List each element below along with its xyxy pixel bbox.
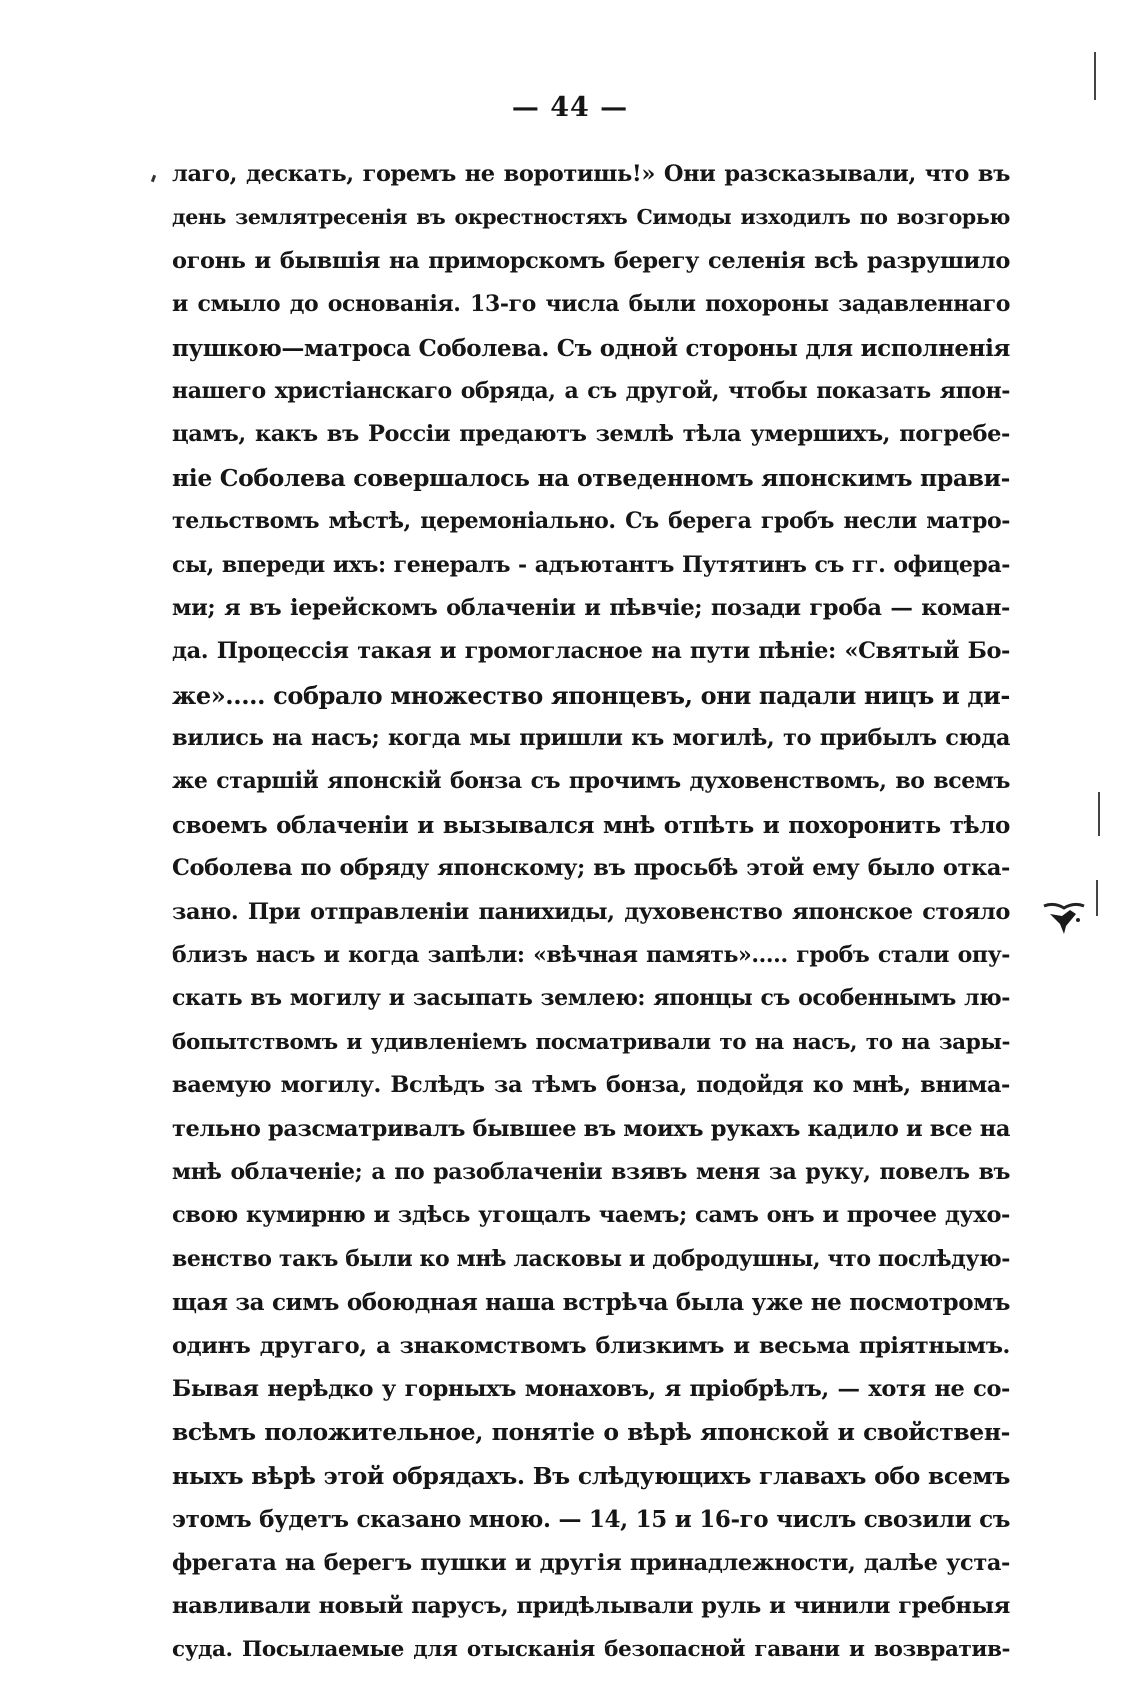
text-line: вились на насъ; когда мы пришли къ могилѣ, то прибылъ сюда — [172, 725, 1010, 752]
text-line: же»..... собрало множество японцевъ, они падали ницъ и ди- — [172, 680, 1010, 710]
text-line: лаго, дескать, горемъ не воротишь!» Они разсказывали, что въ — [172, 161, 1010, 187]
scan-edge-top — [1094, 52, 1096, 100]
text-line: мнѣ облаченіе; а по разоблаченіи взявъ меня за руку, повелъ въ — [172, 1158, 1010, 1185]
text-line: этомъ будетъ сказано мною. — 14, 15 и 16-го числъ свозили съ — [172, 1506, 1010, 1534]
text-line: своемъ облаченіи и вызывался мнѣ отпѣть и похоронить тѣло — [172, 811, 1010, 839]
text-line: щая за симъ обоюдная наша встрѣча была уже не посмотромъ — [172, 1289, 1010, 1317]
text-line: фрегата на берегъ пушки и другія принадлежности, далѣе уста- — [172, 1549, 1010, 1576]
text-line: Бывая нерѣдко у горныхъ монаховъ, я пріобрѣлъ, — хотя не со- — [172, 1375, 1010, 1402]
text-line: суда. Посылаемые для отысканія безопасной гавани и возвратив- — [172, 1637, 1010, 1663]
text-line: цамъ, какъ въ Россіи предаютъ землѣ тѣла умершихъ, погребе- — [172, 421, 1010, 448]
text-line: ми; я въ іерейскомъ облаченіи и пѣвчіе; позади гроба — коман- — [172, 594, 1010, 621]
text-line: ніе Соболева совершалось на отведенномъ японскимъ прави- — [172, 463, 1010, 492]
text-line: свою кумирню и здѣсь угощалъ чаемъ; самъ онъ и прочее духо- — [172, 1202, 1010, 1229]
body-text — [172, 153, 1010, 1672]
text-line: ныхъ вѣрѣ этой обрядахъ. Въ слѣдующихъ главахъ обо всемъ — [172, 1461, 1010, 1490]
text-line: всѣмъ положительное, понятіе о вѣрѣ японской и свойствен- — [172, 1418, 1010, 1447]
text-line: же старшій японскій бонза съ прочимъ духовенствомъ, во всемъ — [172, 768, 1010, 795]
text-line: нашего христіанскаго обряда, а съ другой, чтобы показать япон- — [172, 377, 1010, 404]
text-line: зано. При отправленіи панихиды, духовенство японское стояло — [172, 898, 1010, 925]
text-line: день землятресенія въ окрестностяхъ Симоды изходилъ по возгорью — [172, 205, 1010, 230]
text-line: сы, впереди ихъ: генералъ - адъютантъ Путятинъ съ гг. офицера- — [172, 551, 1010, 578]
text-line: пушкою—матроса Соболева. Съ одной стороны для исполненія — [172, 334, 1010, 362]
text-line: да. Процессія такая и громогласное на пути пѣніе: «Святый Бо- — [172, 638, 1010, 665]
scan-edge-lower — [1096, 880, 1098, 916]
text-line: навливали новый парусъ, придѣлывали руль и чинили гребныя — [172, 1592, 1010, 1619]
text-line: и смыло до основанія. 13-го числа были похороны задавленнаго — [172, 291, 1010, 318]
margin-ink-mark-icon — [1040, 898, 1088, 938]
ink-speck — [151, 175, 156, 183]
text-line: бопытствомъ и удивленіемъ посматривали то на насъ, то на зары- — [172, 1029, 1010, 1055]
text-line: тельствомъ мѣстѣ, церемоніально. Съ берега гробъ несли матро- — [172, 508, 1010, 535]
text-line: тельно разсматривалъ бывшее въ моихъ рукахъ кадило и все на — [172, 1115, 1010, 1142]
text-line: близъ насъ и когда запѣли: «вѣчная память»..... гробъ стали опу- — [172, 942, 1010, 969]
text-line: Соболева по обряду японскому; въ просьбѣ этой ему было отка- — [172, 855, 1010, 882]
scan-edge-middle — [1098, 792, 1100, 836]
text-line: скать въ могилу и засыпать землею: японцы съ особеннымъ лю- — [172, 985, 1010, 1012]
page-number: — 44 — — [511, 92, 629, 123]
text-line: огонь и бывшія на приморскомъ берегу селенія всѣ разрушило — [172, 247, 1010, 274]
text-line: венство такъ были ко мнѣ ласковы и добродушны, что послѣдую- — [172, 1245, 1010, 1272]
text-line: ваемую могилу. Вслѣдъ за тѣмъ бонза, подойдя ко мнѣ, внима- — [172, 1072, 1010, 1099]
text-line: одинъ другаго, а знакомствомъ близкимъ и весьма пріятнымъ. — [172, 1332, 1010, 1359]
